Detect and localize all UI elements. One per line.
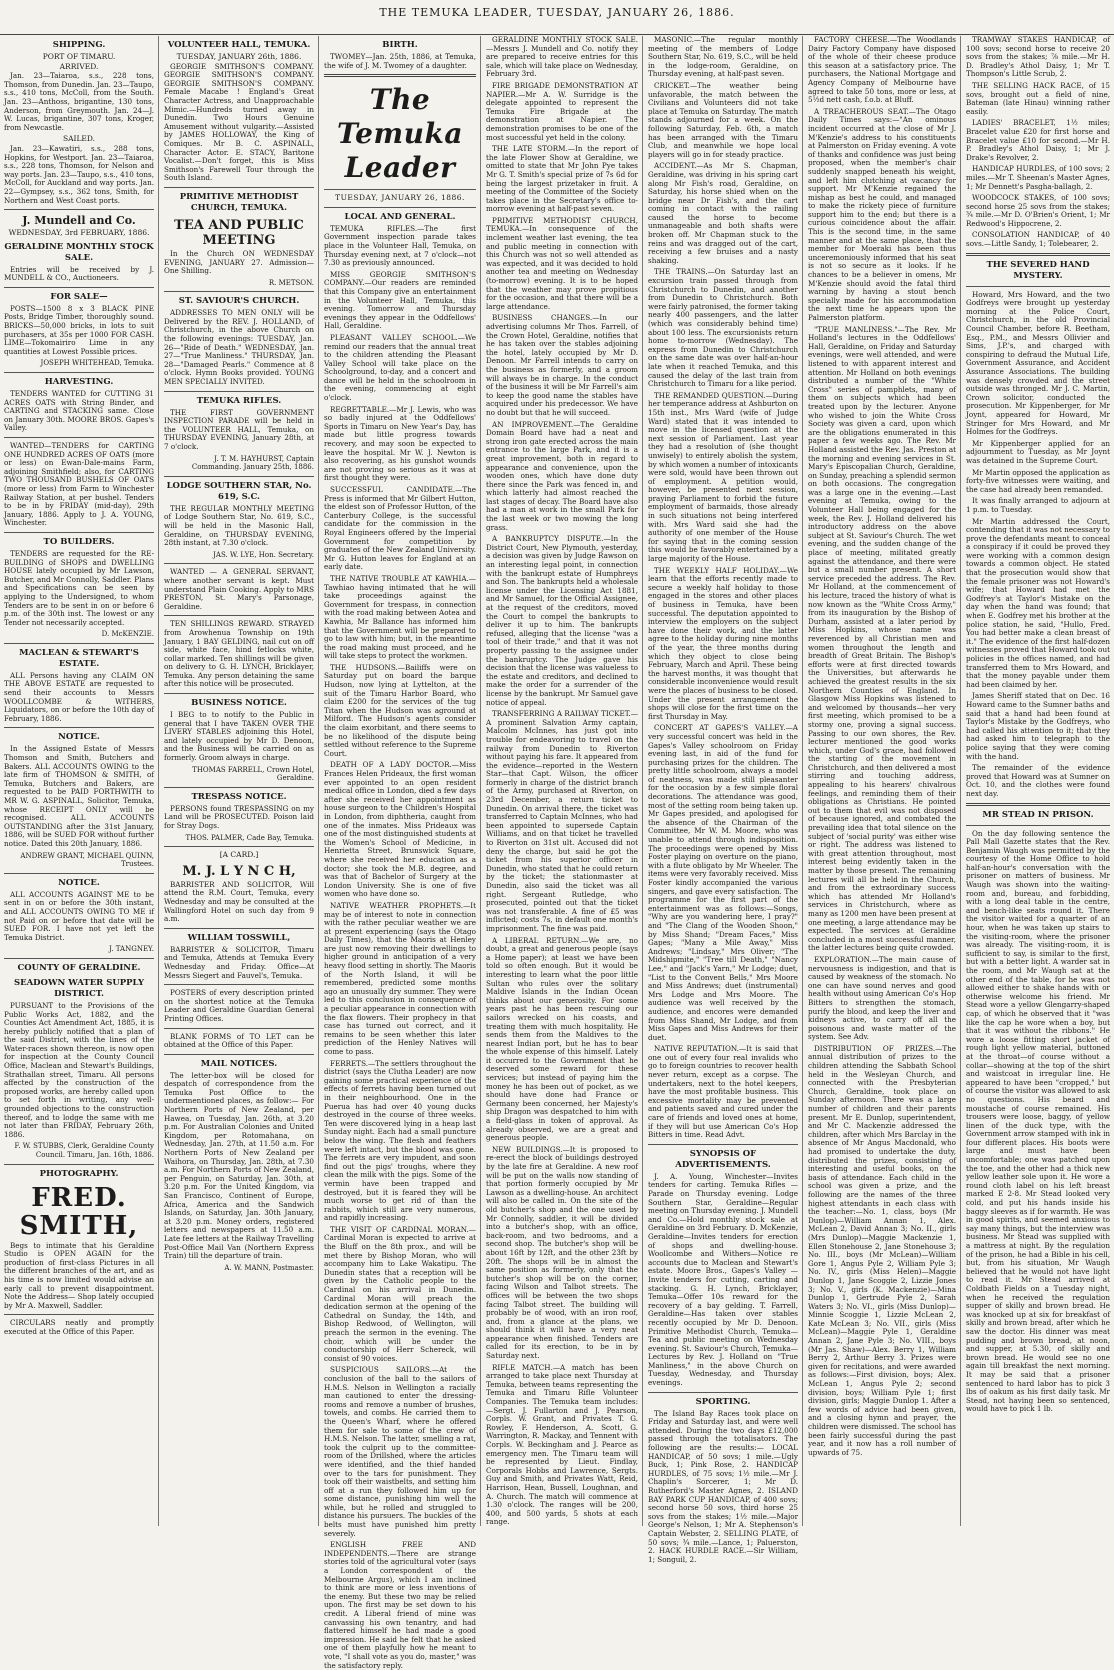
mundell-date: WEDNESDAY, 3rd FEBRUARY, 1886. (8, 228, 150, 238)
column-5 (648, 35, 803, 1564)
news-item: AN IMPROVEMENT.—The Geraldine Domain Board have had a neat and strong iron gate erected across the main entrance to the large Park, and it is a great improvement, both in regard to appearance and convenience, upon the wooden ones, which have done duty there since the Park was fenced in, and which latterly had almost reached the last stages of decay. The Board have also had a man at work in the small Park for the last week or two mowing the long grass. (486, 419, 638, 532)
news-item: THE WEEKLY HALF HOLIDAY.—We learn that the efforts recently made to secure a weekly half holiday to those engaged in the stores and other places of business in Temuka, have been successful. The deputation appointed to interview the employers on the subject have done their work, and the latter agree to the holiday during nine months of the year, the three months during which they object to close being February, March and April. These being the harvest months, it was thought that considerable inconvenience would result were the places of business to be closed. Under the present arrangement the shops will close for the first time on the first Thursday in May. (648, 565, 798, 721)
mail-signature: A. W. MANN, Postmaster. (224, 1263, 314, 1272)
geraldine-sale-text: Entries will be received by J. MUNDELL & CO., Auctioneers. (4, 264, 154, 283)
birth-heading: BIRTH. (382, 40, 418, 50)
posters-text: POSTERS of every description printed on the shortest notice at the Temuka Leader and Geraldine Guardian General Printing Offices. (164, 988, 314, 1023)
local-heading: LOCAL AND GENERAL. (344, 211, 456, 222)
stead-heading: MR STEAD IN PRISON. (982, 809, 1094, 820)
notice-text: In the Assigned Estate of Messrs Thomson and Smith, Butchers and Bakers. ALL ACCOUNTS OWING to the late firm of THOMSON & SMITH, of Temuka, Butchers and Bakers, are requested to be PAID FORTHWITH to MR W. G. ASPINALL, Solicitor, Temuka, whose RECEIPT ONLY will be recognised. ALL ACCOUNTS OUTSTANDING after the 31st January, 1886, will be SUED FOR without further notice. Dated this 20th January, 1886. (4, 744, 154, 848)
geraldine-sale-heading: GERALDINE MONTHLY STOCK SALE. (4, 241, 154, 263)
column-7 (966, 36, 1110, 1526)
news-item: THE TRAINS.—On Saturday last an excursion train passed through from Christchurch to Dunedin, and another from Dunedin to Christchurch. Both were fairly patronised, the former taking nearly 400 passengers, and the latter (which was considerably behind time) about 100 less. The excursionists return home to-morrow (Wednesday). The express from Dunedin to Christchurch on the same date was over half-an-hour late when it reached Temuka, and this caused the delay of the last train from Christchurch to Timaru for a like period. (648, 267, 798, 389)
tea-text: In the Church ON WEDNESDAY EVENING, JANUARY 27. Admission—One Shilling. (164, 248, 314, 276)
news-item: A TREACHEROUS SEAT.—The Otago Daily Times says:—"An ominous incident occurred at the close of Mr J. M'Kenzie's address to his constituents at Palmerston on Friday evening. A vote of thanks and confidence was just being proposed, when the member's chair suddenly snapped beneath his weight, and left him clutching at vacancy for support. Mr M'Kenzie regained the mishap as best he could, and managed to make the rickety piece of furniture support him to the end; but there is a curious coincidence about the affair. This is the second time, in the same manner and at the same place, that the member for Moeraki has been thus unceremoniously informed that his seat is not so secure as it looks. If he chances to be a believer in omens, Mr M'Kenzie should avoid the fatal third warning by having a stout bench specially made for his accommodation the next time he appears upon the Palmerston platform. (808, 106, 956, 322)
business-heading: BUSINESS NOTICE. (191, 698, 287, 709)
seadown-text: PURSUANT to the Provisions of the Public Works Act, 1882, and the Counties Act Amendment Act, 1885, it is hereby publicly notified that a plan of the said District, with the lines of the Water-races shown thereon, is now open for inspection at the County Council Office, Maclean and Stewart's Buildings, Strathallan street, Timaru. All persons affected by the construction of the proposed works, are hereby called upon to set forth in writing, any well-grounded objections to the construction thereof, and to lodge the same with me not later than FRIDAY, February 26th, 1886. (4, 1000, 154, 1139)
column-3 (324, 36, 481, 1670)
notice-heading: NOTICE. (58, 732, 100, 743)
synopsis-heading: SYNOPSIS OF ADVERTISEMENTS. (675, 1148, 771, 1170)
local-item: SUSPICIOUS SAILORS.—At the conclusion of the ball to the sailors of H.M.S. Nelson in Wellington a racially man cautioned to enter the dressing-rooms and remove a number of brushes, towels, and combs. He carried them to the Queen's Wharf, where he offered them for sale to some of the crew of H.M.S. Nelson. The latter, smelling a rat, took the culprit up to the committee-room of the Drillshed, where the articles were identified, and the thief handed over to the tars for punishment. They took off their waistbelts, and setting him off at a run they followed him up for some distance, punishing him well the while, but he rolled and struggled to distance his pursuers. The buckles of the belts must have punished him pretty severely. (324, 1365, 476, 1538)
sailed-label: SAILED. (62, 134, 96, 144)
local-item: THE HUDSONS.—Bailiffs were on Saturday put on board the barque Hudson, now lying at Lyttelton, at the suit of the Timaru Harbor Board, who claim £200 for the services of the tug Titan when the Hudson was aground at Milford. The Hudson's agents consider the claim exorbitant, and there seems to be no likelihood of the dispute being settled without reference to the Supreme Court. (324, 662, 476, 758)
lodge-signature: JAS. W. LYE, Hon. Secretary. (213, 550, 314, 559)
local-item: MISS GEORGIE SMITHSON'S COMPANY.—Our readers are reminded that this Company give an entertainment in the Volunteer Hall, Temuka, this evening. Tomorrow and Thursday evenings they appear in the Oddfellows' Hall, Geraldine. (324, 269, 476, 331)
local-item: TEMUKA RIFLES.—The first Government inspection parade takes place in the Volunteer Hall, Temuka, on Thursday evening next, at 7 o'clock—not 7.30 as previously announced. (324, 223, 476, 268)
circulars-text: CIRCULARS neatly and promptly executed at the Office of this Paper. (4, 1318, 154, 1336)
stead-text: On the day following sentence the Pall Mall Gazette states that the Rev. Benjamin Waugh was permitted by the courtesy of the Home Office to hold half-an-hour's conversation with the prisoner on matters of business. Mr Waugh was shown into the waiting-room and, bureau, and forbidding, with a long deal table in the centre, and bench-like seats round it. There the visitor waited for a quarter of an hour, when he was taken up stairs to the visiting-room, where the prisoner was already. The visiting-room, it is sufficient to say, is similar to the first, but with a better light. A warder sat in the room, and Mr Waugh sat at the other end of the table, for he was not allowed either to shake hands with or otherwise welcome his friend. Mr Stead wore a yellow Glengarry-shaped cap, of which he observed that it "was like the cap he wore when a boy, but that it was without the ribbons." He wore a loose fitting short jacket of rough light yellow material, buttoned at the throat—of course without a collar—showing at the top of the shirt and waistcoat in irregular line. He appeared to have been "cropped," but of course the visitor was allowed to ask no questions. His beard and moustache of course remained. His trousers were loose, baggy, of yellow linen of the duck type, with the Government arrow stamped with ink in four different places. His boots were large and must have been uncomfortable; one was patched upon the toe, and the other had a thick new yellow leather sole upon it. He wore a round cloth label on his left breast marked E 2-8. Mr Stead looked very cold, and put his hands inside his baggy sleeves as if for warmth. He was in good spirits, and seemed anxious to say many things, but the interview was business. Mr Stead was supplied with a mattress at night. By the regulation of the prison, he had a Bible in his cell, but, from his situation, Mr Waugh believed that he would not have light to read it. Mr Stead arrived at Coldbath Fields on a Tuesday night, when he received the regulation supper of skilly and brown bread. He was knocked up at six for breakfast of skilly and brown bread, after which he saw the doctor. His dinner was meat pudding and brown bread, at noon, and supper, at 5.30, of skilly and brown bread. He would see no one again till breakfast the next morning. It may be said that a prisoner sentenced to hard labor has to pick 3 lbs of oakum as his first daily task. Mr Stead, not having been so sentenced, would have to pick 1 lb. (966, 828, 1110, 1414)
mail-heading: MAIL NOTICES. (200, 1058, 278, 1069)
builders-heading: TO BUILDERS. (43, 536, 115, 547)
birth-text: TWOMEY—Jan. 25th, 1886, at Temuka, the wife of J. M. Twomey of a daughter. (324, 52, 476, 70)
paper-date: TUESDAY, JANUARY 26, 1886. (335, 193, 465, 203)
paper-title: The Temuka Leader (337, 83, 463, 185)
news-item: ACCIDENT.—As Mr S. Chapman, Geraldine, was driving in his spring cart along Mr Fish's road, Geraldine, on Saturday, his horse shied when on the bridge near Dr Fish's, and the cart coming in contact with the railing caused the horse to become unmanageable and both shafts were broken off. Mr Chapman stuck to the reins and was dragged out of the cart, receiving a few bruises and a nasty shaking. (648, 161, 798, 265)
maclean-heading: MACLEAN & STEWART'S ESTATE. (19, 647, 139, 669)
column-2 (164, 36, 319, 1526)
column-4 (486, 36, 643, 1526)
lodge-heading: LODGE SOUTHERN STAR, No. 619, S.C. (166, 480, 312, 502)
reward-text: TEN SHILLINGS REWARD. STRAYED from Arowhenua Township on 19th January, 1 BAY GELDING, nail cut on off side, white face, hind fetlocks white, collar marked. Ten shillings will be given on delivery to G. H. LYNCH, Bricklayer, Temuka. Any person detaining the same after this notice will be prosecuted. (164, 619, 314, 689)
news-item: MASONIC.—The regular monthly meeting of the members of Lodge Southern Star, No. 619, S.C., will be held in the lodge-room, Geraldine, on Thursday evening, at half-past seven. (648, 35, 798, 79)
harvest-text: TENDERS WANTED for CUTTING 31 ACRES OATS with String Binder, and CARTING and STACKING same. Close on January 30th. MOORE BROS. Gapes's Valley. (4, 389, 154, 433)
mystery-paragraph: Mr Kippenberger applied for an adjournment to Tuesday, as Mr Joynt was detained in the Supreme Court. (966, 438, 1110, 465)
local-item: PLEASANT VALLEY SCHOOL.—We remind our readers that the annual treat to the children attending the Pleasant Valley School will take place on the Schoolground, to-day, and a concert and dance will be held in the schoolroom in the evening, commencing at eight o'clock. (324, 332, 476, 403)
news-item: A LIBERAL RETURN.—We are, no doubt, a great and generous people (says a Home paper); at least we have been told so often enough. But it would be interesting to learn what the poor little Sultan who rules over the solitary Maldive Islands in the Indian Ocean thinks about our generosity. For some years past he has been rescuing our sailors wrecked on his coasts, and treating them with much hospitality. He sends them from the Maldives to the nearest Indian port, but he has to bear the whole expense of this himself. Lately it occurred to the Government that he deserved some reward for these services; but instead of paying him the money he has been out of pocket, as we should have done had France or Germany been concerned, her Majesty's ship Dragon was despatched to him with a field-glass in token of approval. As already observed, we are a great and generous people. (486, 935, 638, 1143)
local-item: REGRETTABLE.—Mr J. Lewis, who was so badly injured at the Oddfellows' Sports in Timaru on New Year's Day, has made but little progress towards recovery, and may soon be expected to leave the hospital. Mr W. J. Newton is also recovering, as his gunshot wounds are not proving so serious as it was at first thought they were. (324, 404, 476, 483)
column-6 (808, 36, 961, 1526)
synopsis-text: J. A. Young, Winchester—Invites tenders for carting. Temuka Rifles — Parade on Thursday evening. Lodge Southern Star, Geraldine—Regular meeting on Thursday evening. J. Mundell and Co.—Hold monthly stock sale at Geraldine on 3rd February. D. McKenzie, Geraldine—Invites tenders for erection of shops and dwelling-house. Woollcombe and Withers—Notice re accounts due to Maclean and Stewart's estate. Moore Bros., Gapes's Valley — Invite tenders for cutting, carting and stacking. G. H. Lynch, Bricklayer, Temuka—Offer 10s reward for the recovery of a bay gelding. T. Farrell, Geraldine—Has taken over stables recently occupied by Mr D. Denoon. Primitive Methodist Church, Temuka—Tea and public meeting on Wednesday evening. St. Saviour's Church, Temuka—Lectures by Rev. J. Holland on "True Manliness," in the above Church on Tuesday, Wednesday, and Thursday evenings. (648, 1171, 798, 1388)
wanted-text: WANTED—TENDERS for CARTING ONE HUNDRED ACRES OF OATS (more or less) on Ewan-Dale-mains Farm, adjoining Smithfield; also, for CARTING TWO THOUSAND BUSHELS OF OATS (more or less) from Farm to Winchester Railway Station, at per bushel. Tenders to be in by FRIDAY (mid-day), 29th January, 1886. Apply to J. A. YOUNG, Winchester. (4, 441, 154, 528)
arrived-label: ARRIVED. (59, 61, 99, 71)
mystery-paragraph: Howard, Mrs Howard, and the two Godfreys were brought up yesterday morning at the Police Court, Christchurch, in the old Provincial Council Chamber, before R. Beetham, Esq., P.M., and Messrs Ollivier and Sims, J.P.'s, and charged with conspiring to defraud the Mutual Life, Government Assurance, and Accident Assurance Associations. The building was densely crowded and the street outside was thronged. Mr J. C. Martin, Crown solicitor, conducted the prosecution. Mr Kippenberger, for Mr Joynt, appeared for Howard, Mr Stringer for Mrs Howard, and Mr Holmes for the Godfreys. (966, 289, 1110, 437)
local-item: FERRETS.—The settlers throughout the district (says the Clutha Leader) are now gaining some practical experience of the effects of ferrets having been turned out in their neighbourhood. One in the Puerua has had over 40 young ducks destroyed in the course of three weeks. Ten were discovered lying in a heap last Sunday night. Each had a small puncture below the wing. The flesh and feathers were left intact, but the blood was gone. The ferrets are very impudent, and soon find out the pigs' troughs, where they clean the milk with the pigs. Some of the vermin have been trapped and destroyed, but it is feared they will be much worse to get rid of than the rabbits, which still are very numerous, and rapidly increasing. (324, 1058, 476, 1223)
news-item: CONCERT AT GAPES'S VALLEY.—A very successful concert was held in the Gapes's Valley schoolroom on Friday evening last, in aid of the fund for purchasing prizes for the children. The pretty little schoolroom, always a model of neatness, was made still pleasanter for the occasion by a few simple floral decorations. The attendance was good, most of the setting room being taken up. Mr Gapes presided, and apologised for the absence of the Chairman of the Committee, Mr W. M. Moore, who was unable to attend through indisposition. The proceedings were opened by Miss Foster playing on overture on the piano, with a flute obligato by Mr Wheeler. The items were very favorably received. Miss Foster kindly accompanied the various singers, and gave every satisfaction. The programme for the first part of the entertainment was as follows:—Songs, "Why are you wandering here, I pray?" and "The Clang of the Wooden Shoon," by Miss Shand; "Dream Faces," Miss Gapes; "Many a Mile Away," Miss Andrews; "Lindsay," Mrs Oliver; "The Midshipmite," "Tree till Death," "Nancy Lee," and "Jack's Yarn," Mr Lodge; duet, "List to the Convent Bells," Mrs Moore and Miss Andrews; duet (instrumental) Mrs Lodge and Mrs Moore. The audience was well received by the audience, and encores were demanded from Miss Shand, Mr Lodge, and from Miss Gapes and Miss Andrews for their duet. (648, 723, 798, 1042)
local-item: SUCCESSFUL CANDIDATE.—The Press is informed that Mr Gilbert Hutton, the eldest son of Professor Hutton, of the Canterbury College, is the successful candidate for the commission in the Royal Engineers offered by the Imperial Government for competition by graduates of the New Zealand University. Mr G. Hutton leaves for England at an early date. (324, 485, 476, 572)
local-item: THE VISIT OF CARDINAL MORAN.—Cardinal Moran is expected to arrive at the Bluff on the 8th prox., and will be met there by Bishop Moran, who will accompany him to Lake Wakatipu. The Dunedin states that a reception will be given by the Catholic people to the Cardinal on his arrival in Dunedin. Cardinal Moran will preach the dedication sermon at the opening of the Cathedral on Sunday, the 14th, and Bishop Redwood, of Wellington, will preach the sermon in the evening. The choir, which will be under the conductorship of Herr Schereck, will consist of 90 voices. (324, 1224, 476, 1363)
vol-heading: VOLUNTEER HALL, TEMUKA. (167, 40, 311, 50)
rifles-text: THE FIRST GOVERNMENT INSPECTION PARADE will be held in the VOLUNTEER HALL, Temuka, on THURSDAY EVENING, January 28th, at 7 o'clock. (164, 407, 314, 451)
vol-text: GEORGIE SMITHSON'S COMPANY. GEORGIE SMITHSON'S COMPANY. GEORGIE SMITHSON'S COMPANY. Female Macabe ! England's Great Character Actress, and Unapproachable Mimic.—Hundreds turned away in Dunedin. Two Hours Genuine Amusement without vulgarity.—Assisted by JAMES HOLLOWAY, the King of Comiques. Mr B. C. ASPINALL, Character Actor. E. STACY, Baritone Vocalist.—Don't forget, this is Miss Smithson's Farewell Tour through the South Island. (164, 61, 314, 183)
saviour-heading: ST. SAVIOUR'S CHURCH. (178, 296, 300, 307)
sport-item: THE SELLING HACK RACE, of 15 sovs, brought out a field of nine, Bateman (late Hinau) winning rather easily. (966, 80, 1110, 116)
news-item: A BANKRUPTCY DISPUTE.—In the District Court, New Plymouth, yesterday, a decision was given by Judge Rawson on an interesting legal point, in connection with the bankrupt estate of Humphreys and Son. The bankrupts held a wholesale license under the Licensing Act 1881, and Mr Samuel, for the Official Assignee, at the request of the creditors, moved the Court to compel the bankrupts to deliver it up to him. The bankrupts refused, alleging that the license "was a tool of their trade," and that it was not property passing to the assignee under the bankruptcy. The Judge gave his decision that the license was valueless to the estate and creditors, and declined to make the order for a surrender of the license by the bankrupt. Mr Samuel gave notice of appeal. (486, 534, 638, 707)
builders-text: TENDERS are requested for the RE-BUILDING of SHOPS and DWELLING HOUSE lately occupied by Mr Lawson, Butcher, and Mr Connolly, Saddler. Plans and Specifications can be seen by applying to the Undersigned, to whom Tenders are to be sent in on or before 6 p.m. of the 30th inst. The lowest or any Tender not necessarily accepted. (4, 548, 154, 627)
local-item: NATIVE WEATHER PROPHETS.—It may be of interest to note in connection with the rather peculiar weather we are at present experiencing (says the Otago Daily Times), that the Maoris at Henley are just now removing their dwellings to higher ground in anticipation of a very heavy flood setting in shortly. The Maoris of the North Island, it will be remembered, predicted some months ago an unusually dry summer. They were led to this conclusion in consequence of a peculiar appearance in connection with the flax flowers. Their prophecy in that case has turned out correct, and it remains to be seen whether this later prediction of the Henley Natives will come to pass. (324, 900, 476, 1056)
news-item: FACTORY CHEESE.—The Woodlands Dairy Factory Company have disposed of the whole of their cheese produce this season at a satisfactory price. The purchasers, the National Mortgage and Agency Company of Melbourne have agreed to take 50 tons, more or less, at 5½d nett cash, f.o.b. at Bluff. (808, 35, 956, 105)
notice-signature: ANDREW GRANT, MICHAEL QUINN, Trustees. (20, 851, 154, 869)
masthead: THE TEMUKA LEADER, TUESDAY, JANUARY 26, 1886. (0, 0, 1114, 35)
news-item: NEW BUILDINGS.—It is proposed to re-erect the block of buildings destroyed by the late fire at Geraldine. A new roof will be put on the walls now standing of that portion formerly occupied by Mr Lawson as a dwelling-house. An architect will also be called in. On the site of the old butcher's shop and the one used by Mr Connolly, saddler, it will be divided into a butcher's shop, with an office, back-room, and two bedrooms, and a second shop. The butcher's shop will be about 16ft by 12ft, and the other 23ft by 20ft. The shops will be in almost the same position as formerly, only that the butcher's shop will be on the corner, facing Wilson and Talbot streets. The offices will be between the two shops facing Talbot street. The building will probably be of wood, with an iron roof, and, from a glance at the plans, we should think it will have a very neat appearance when finished. Tenders are called for its erection, to be in by Saturday next. (486, 1144, 638, 1361)
tosswill-text: BARRISTER & SOLICITOR, Timaru and Temuka, Attends at Temuka Every Wednesday and Friday. Office—At Messrs Siegert and Fauvel's, Temuka. (164, 944, 314, 980)
sport-item: HANDICAP HURDLES, of 100 sovs; 2 miles.—Mr T. Sheenan's Master Agnes, 1; Mr Dennett's Pasgha-ballagh, 2. (966, 164, 1110, 191)
sport-item: LADIES' BRACELET, 1½ miles; Bracelet value £20 for first horse and Bracelet value £10 for second.—Mr H. P. Bradley's Athol Daisy, 1; Mr J. Drake's Revolver, 2. (966, 118, 1110, 162)
news-item: RIFLE MATCH.—A match has been arranged to take place next Thursday at Temuka, between teams representing the Temuka and Timaru Rifle Volunteer Companies. The Temuka team includes:—Sergt. J. Fullarton and J. Pearson, Corpls. W. Grant, and Privates T. G. Rowley, F. Henderson, A. Scott, G. Warrington, R. Mackay, and Tennent with Corpls. W. Beckingham and J. Pearce as emergency men. The Timaru team will be represented by Lieut. Findlay, Corporals Hobbs and Lawrence, Sergts. Guy and Smith, and Privates Watt, Reid, Harrison, Hean, Bussell, Loughnan, and A. Church. The match will commence at 1.30 o'clock. The ranges will be 200, 400, and 500 yards, 5 shots at each range. (486, 1362, 638, 1527)
harvest-heading: HARVESTING. (44, 377, 114, 388)
news-item: BUSINESS CHANGES.—In our advertising columns Mr Thos. Farrell, of the Crown Hotel, Geraldine, notifies that he has taken over the stables adjoining the hotel, lately occupied by Mr D. Denoon. Mr Farrell intends to carry on the business as formerly, and a groom will always be in charge. In the conduct of the business it will be Mr Farrell's aim to keep the good name the stables have acquired under his predecessor. We have no doubt but that he will succeed. (486, 313, 638, 417)
tosswill-heading: WILLIAM TOSSWILL, (187, 932, 291, 943)
tea-signature: R. METSON. (268, 278, 314, 287)
shipping-heading: SHIPPING. (52, 40, 106, 50)
forsale-text: POSTS—1500 8 x 3 BLACK PINE Posts, Bridge Timber, thoroughly sound. BRICKS—50,000 bricks, in lots to suit purchasers, at 35s per 1000 FOR CASH. LIME—Tokomairiro Lime in any quantities at Lowest Possible prices. (4, 303, 154, 356)
notice2-heading: NOTICE. (58, 877, 100, 888)
prim-heading: PRIMITIVE METHODIST CHURCH, TEMUKA. (179, 191, 299, 213)
card-label: [A CARD.] (219, 850, 259, 860)
sporting-text: The Island Bay Races took place on Friday and Saturday last, and were well attended. During the two days £12,000 passed through the totalisators. The following are the results:— LOCAL HANDICAP, of 50 sovs; 1 mile.—Ugly Buck, 1; Pink Rose, 2. HANDICAP HURDLES, of 75 sovs; 1½ mile.—Mr J. Chaplin's Sorcerer, 1; Mr D. Rutherford's Master Agnes, 2. ISLAND BAY PARK CUP HANDICAP, of 400 sovs; second horse 50 sovs, third horse 25 sovs from the stakes; 1½ mile.—Major George's Nelson, 1; Mr A. Stephenson's Captain Webster, 2. SELLING PLATE, of 50 sovs; ¾ mile.—Lance, 1; Paluerston, 2. HACK HURDLE RACE.—Sir William, 1; Songuil, 2. (648, 1408, 798, 1564)
mystery-paragraph: Mr Martin addressed the Court, contending that it was not necessary to prove the defendants meant to conceal a conspiracy if it could be proved they were working with a common design towards a common object. He stated that the prosecution would show that the female prisoner was not Howard's wife; that Howard had met the Godfrey's at Taylor's Mistake on the day when the hand was found; that when E. Godfrey met his brother at the police station, he said, "Hullo, Fred. You had better make a clean breast of it." The evidence of the first half-dozen witnesses proved that Howard took out policies in the offices named, and had transferred them to Mrs Howard, and that the money payable under them had been claimed by her. (966, 516, 1110, 689)
local-item: ENGLISH FREE AND INDEPENDENTS.—There are strange stories told of the agricultural voter (says a London correspondent of the Melbourne Argus), which I am inclined to think are more or less inventions of the enemy. But these two may be relied upon. The first may be set down to his credit. A Liberal friend of mine was canvassing his own tenantry, and had flattered himself he had made a good impression. He said he felt that he asked one of them playfully how he meant to vote, "I shall vote as you do, master," was the satisfactory reply. (324, 1540, 476, 1670)
rifles-signature: J. T. M. HAYHURST, Captain Commanding. January 25th, 1886. (191, 454, 314, 472)
sport-item: CONSOLATION HANDICAP, of 40 sovs.—Little Sandy, 1; Tolebearer, 2. (966, 230, 1110, 249)
maclean-text: ALL Persons having any CLAIM ON THE ABOVE ESTATE are requested to send their accounts to Messrs WOOLLCOMBE & WITHERS, Liquidators, on or before the 10th day of February, 1886. (4, 670, 154, 723)
business-text: I BEG to to notify to the Public in general that I have TAKEN OVER THE LIVERY STABLES adjoining this Hotel, and lately occupied by Mr D. Denoon, and the Business will be carried on as formerly. Groom always in charge. (164, 710, 314, 763)
column-1 (4, 36, 159, 1526)
news-item: THE REMANDED QUESTION.—During her temperance address at Ashburton on 15th inst., Mrs Ward (wife of Judge Ward) stated that it was intended to move in the licensed question at the next session of Parliament. Last year they had a resolution of (she thought unwisely) to entirely abolish the system, by which women a number of intoxicants were sold, would have been thrown out of employment. A petition would, however, be presented next session, praying Parliament to forbid the future employment of barmaids, those already in such situations not being interfered with. Mrs Ward said she had the authority of one member of the House for saying that in the coming session this would be favorably entertained by a large majority of the House. (648, 390, 798, 564)
news-item: THE LATE STORM.—In the report of the late Flower Show at Geraldine, we omitted to state that Mr John Pye takes Mr G. T. Smith's special prize of 7s 6d for being the largest prizetaker in fruit. A meeting of the Committee of the Society takes place in the Secretary's office to-morrow evening at half-past seven. (486, 144, 638, 214)
smith-text: Begs to intimate that his Geraldine Studio is OPEN AGAIN for the production of first-class Pictures in all the different branches of the art, and as his time is now limited would advise an early call to prevent disappointment. Note the Address— Shop lately occupied by Mr A. Maxwell, Saddler. (4, 1240, 154, 1310)
news-item: TRANSFERRING A RAILWAY TICKET.—A prominent Salvation Army captain, Malcolm McInnes, has just got into trouble for endeavoring to travel on the railway from Dunedin to Riverton without paying his fare. It appeared from the evidence—reported in the Western Star—that Capt. Wilson, the officer formerly in charge of the district branch of the Army, purchased at Riverton, on 23rd December, a return ticket to Dunedin. On arrival there, the ticket was transferred to Captain McInnes, who had been appointed to supersede Captain Williams, and on that ticket he travelled to Riverton on 31st ult. Accused did not deny the charge, but said he got the ticket from his superior officer in Dunedin, who stated that he could return by the ticket; the stationmaster at Dunedin, also said the ticket was all right. Sergeant Rutledge, who prosecuted, pointed out that the ticket was not transferable. A fine of £5 was inflicted; costs 7s, in default one month's imprisonment. The fine was paid. (486, 709, 638, 933)
seadown-signature: F. W. STUBBS, Clerk, Geraldine County Council. Timaru, Jan. 16th, 1886. (14, 1142, 154, 1159)
mystery-heading: THE SEVERED HAND MYSTERY. (986, 259, 1090, 281)
news-item: FIRE BRIGADE DEMONSTRATION AT NAPIER.—Mr A. W. Surridge is the delegate appointed to represent the Temuka Fire Brigade at the demonstration at Napier. The demonstration promises to be one of the most successful yet held in the colony. (486, 80, 638, 142)
builders-signature: D. McKENZIE. (101, 630, 154, 639)
lodge-text: THE REGULAR MONTHLY MEETING of Lodge Southern Star, No. 619, S.C., will be held in the Masonic Hall, Geraldine, on THURSDAY EVENING, 28th instant, at 7.30 o'clock. (164, 503, 314, 548)
blank-forms-text: BLANK FORMS of TO LET can be obtained at the Office of this Paper. (164, 1031, 314, 1050)
servant-text: WANTED — A GENERAL SERVANT, where another servant is kept. Must understand Plain Cooking. Apply to MRS PRESTON, St. Mary's Parsonage, Geraldine. (164, 567, 314, 611)
smith-heading: FRED. SMITH, (19, 1182, 139, 1241)
saviour-text: ADDRESSES TO MEN ONLY will be Delivered by the REV. J. HOLLAND, of Christchurch, in the above Church on the following evenings: TUESDAY, Jan. 26—"Ride of Death." WEDNESDAY, Jan. 27—"True Manliness." THURSDAY, Jan. 28—"Damaged Pearls." Commence at 8 o'clock. Hymn Books provided. YOUNG MEN SPECIALLY INVITED. (164, 308, 314, 387)
sport-item: TRAMWAY STAKES HANDICAP, of 100 sovs; second horse to receive 20 sovs from the stakes; ⅞ mile.—Mr H. D. Bradley's Athol Daisy, 1; Mr T. Thompson's Little Scrub, 2. (966, 35, 1110, 79)
notice2-signature: J. TANGNEY. (109, 945, 154, 954)
rifles-heading: TEMUKA RIFLES. (196, 395, 282, 406)
forsale-signature: JOSEPH WHITEHEAD, Temuka. (40, 359, 154, 368)
mystery-paragraph: Mr Martin opposed the application as forty-five witnesses were waiting, and the case had already been remanded. (966, 467, 1110, 494)
local-item: THE NATIVE TROUBLE AT KAWHIA.—Tawhiao having intimated that he will take proceedings against the Government for trespass, in connection with the road making between Aotea and Kawhia, Mr Ballance has informed him that the Government will be prepared to go to law with him; but, in the meantime the road making must proceed, and he will take steps to protect the workmen. (324, 573, 476, 661)
arrivals-text: Jan. 23—Taiaroa, s.s., 228 tons, Thomson, from Dunedin. Jan. 23—Taupo, s.s., 410 tons, McColl, from the South. Jan. 23—Anthoss, brigantine, 130 tons, Anderson, from Greymouth. Jan. 24—J. W. Lucas, brigantine, 307 tons, Kroger, from Newcastle. (4, 71, 154, 132)
trespass-signature: THOS. PALMER, Cade Bay, Temuka. (185, 833, 314, 842)
business-signature: THOMAS FARRELL, Crown Hotel, Geraldine. (192, 765, 314, 783)
sailings-text: Jan. 23—Kawatiri, s.s., 288 tons, Hopkins, for Westport. Jan. 23—Taiaroa, s.s., 228 tons, Thomson, for Nelson and way ports. Jan. 23—Taupo, s.s., 410 tons, McColl, for Auckland and way ports. Jan. 22—Gympsey, s.s., 362 tons, Smith, for Northern and West Coast ports. (4, 143, 154, 205)
news-item: EXPLORATION.—The main cause of nervousness is indigestion, and that is caused by weakness of the stomach. No one can have sound nerves and good health without using American Co's Hop Bitters to strengthen the stomach, purify the blood, and keep the liver and kidneys active, to carry off all the poisonous and waste matter of the system. See Adv. (808, 954, 956, 1042)
vol-date: TUESDAY, JANUARY 26th, 1886. (176, 52, 302, 61)
tea-heading: TEA AND PUBLIC MEETING (174, 217, 304, 248)
port-heading: PORT OF TIMARU. (42, 52, 116, 61)
news-item: PRIMITIVE METHODIST CHURCH, TEMUKA.—In consequence of the inclement weather last evening, the tea and public meeting in connection with this Church was not so well attended as was expected, and it was decided to hold another tea and meeting on Wednesday (to-morrow) evening. It is to be hoped that the weather may prove propitious for the occasion, and that there will be a large attendance. (486, 215, 638, 311)
mystery-paragraph: It was finally arranged to adjourn at 1 p.m. to Tuesday. (966, 496, 1110, 514)
mystery-paragraph: James Sheriff stated that on Dec. 16 Howard came to the Sumner baths and said that a hand had been found at Taylor's Mistake by the Godfreys, who had called his attention to it; that they had asked him to telegraph to the police saying that they were coming with the hand. (966, 691, 1110, 761)
sport-item: WOODCOCK STAKES, of 100 sovs; second horse 25 sovs from the stakes; ¾ mile.—Mr D. O'Brien's Orient, 1; Mr Redwood's Hippocrene, 2. (966, 193, 1110, 228)
county-heading: COUNTY OF GERALDINE. (17, 962, 141, 973)
lynch-text: BARRISTER AND SOLICITOR, Will attend the R.M. Court, Temuka, every Wednesday and may be consulted at the Wallingford Hotel on such day from 9 a.m. (164, 879, 314, 924)
news-item: CRICKET.—The weather being unfavorable, the match between the Civilians and Volunteers did not take place at Temuka on Saturday. The match stands adjourned for a week. On the following Saturday, Feb. 6th, a match has been arranged with the Timaru Club, and meanwhile we hope local players will go in for steady practice. (648, 80, 798, 159)
local-item: DEATH OF A LADY DOCTOR.—Miss Frances Helen Prideaux, the first woman ever appointed to an open resident medical office in London, died a few days after she received her appointment as house surgeon to the Children's Hospital in London, from diphtheria, caught from one of the inmates. Miss Prideaux was one of the most distinguished students at the Women's School of Medicine, in Henrietta Street, Brunswick Square, where she received her education as a doctor; she took the M.B. degree, and was that of Bachelor of Surgery at the London University. She is one of five women who have done so. (324, 760, 476, 899)
news-item: DISTRIBUTION OF PRIZES.—The annual distribution of prizes to the children attending the Sabbath School held in the Wesleyan Church, and connected with the Presbyterian Church, Geraldine, took place on Sunday afternoon. There was a large number of children and their parents present. Mr E. Dunlop, superintendent, and Mr C. Mackenzie addressed the children, after which Mrs Barclay in the absence of Mr Angus Macdonald, who had promised to undertake the duty, distributed the prizes, consisting of interesting and useful books, on the basis of attendance. Each child in the school was given a prize, and the following are the names of the three highest attendants in each class with the teacher:—No. 1, class, boys (Mr Dunlop)—William Annan 1, Alex. McLean 2, David Annan 3; No. II., girls (Mrs Dunlop)—Maggie Mackenzie 1, Ellen Stonehouse 2, Jane Stonehouse 3; No. III., boys (Mr McLean)—William Gore 1, Angus Pyle 2, William Pyle 3; No. IV., girls (Miss Helen)—Maggie Dunlop 1, Jane Scoggie 2, Lizzie Jones 3; No. V., girls (K. Mackenzie)—Mina Dunlop 1, Gertrude Pyle 2, Sarah Waters 3; No. VI., girls (Miss Dunlop)—Minnie Scoggie 1, Lizzie McLean 2, Kate McLean 3; No. VII., girls (Miss McLean)—Maggie Pyle 1, Geraldine Annan 2, Jane Pyle 3; No. VIII., boys (Mr Jas. Shaw)—Alex. Berry 1, William Berry 2, Arthur Berry 3. Prizes were given for recitations, and were awarded as follows:—First division, boys; Alex. McLean 1, Angus Pyle 2; second division, boys; William Pyle 1; first division, girls; Maggie Dunlop 1. After a few words of advice had been given, and a closing hymn and prayer, the children were dismissed. The school has been fairly successful during the past year, and it now has a roll number of upwards of 75. (808, 1043, 956, 1457)
lynch-heading: M. J. L Y N C H, (182, 863, 296, 879)
seadown-heading: SEADOWN WATER SUPPLY DISTRICT. (13, 977, 145, 999)
mundell-heading: J. Mundell and Co. (22, 214, 136, 228)
forsale-heading: FOR SALE— (50, 291, 108, 302)
trespass-text: PERSONS found TRESPASSING on my Land will be PROSECUTED. Poison laid for Stray Dogs. (164, 803, 314, 830)
notice2-text: ALL ACCOUNTS AGAINST ME to be sent in on or before the 30th instant, and ALL ACCOUNTS OWING TO ME if not Paid on or before that date will be SUED FOR. I have not yet left the Temuka District. (4, 889, 154, 942)
sporting-heading: SPORTING. (695, 1396, 751, 1407)
photo-heading: PHOTOGRAPHY. (39, 1168, 119, 1179)
trespass-heading: TRESPASS NOTICE. (191, 791, 287, 802)
news-item: NATIVE REPUTATION.—It is said that one out of every four real invalids who go to foreign countries to recover health never return, except as a corpse. The undertakers, next to the hotel keepers, have the most profitable business. This excessive mortality may be prevented and patients saved and cured under the care of friends and loved ones at home, if they will but use American Co's Hop Bitters in time. Read Advt. (648, 1044, 798, 1140)
mystery-paragraph: The remainder of the evidence proved that Howard was at Sumner on Oct. 10, and the clothes were found next day. (966, 763, 1110, 798)
news-item: "TRUE MANLINESS."—The Rev. Mr Holland's lectures in the Oddfellows' Hall, Geraldine, on Friday and Saturday evenings, were well attended, and were listened to with apparent interest and attention. Mr Holland on both evenings distributed a number of the "White Cross" series of pamphlets, many of them on subjects which had been treated upon by the lecturer. Anyone who wished to join the White Cross Society was given a card, upon which are the obligations enumerated in this paper a few weeks ago. The Rev. Mr Holland assisted the Rev. Jas. Preston at the morning and evening services in St. Mary's Episcopalian Church, Geraldine, on Sunday, preaching a splendid sermon on both occasions. The congregation was a large one in the evening.—Last evening at Temuka, owing to the Volunteer Hall being engaged for the week, the Rev. J. Holland delivered his introductory address on the above subject at St. Saviour's Church. The wet evening, and the sudden change of the place of meeting, militated greatly against the attendance, and there were but a small number present. A short service preceded the address. The Rev. Mr Holland, at the commencement of his lecture, traced the history of what is now known as the "White Cross Army," from its inauguration by the Bishop of Durham, assisted at a later period by Miss Hopkins, whose name was reverenced by all Christian men and women throughout the length and breadth of Great Britain. The Bishop's efforts were at first directed towards the Universities, but afterwards he achieved the greatest results in the six Northern Counties of England. In Glasgow Miss Hopkins was listened to and welcomed by thousands—her very first meeting, which promised to be a stormy one, proving a signal success. Passing to our own shores, the Rev. lecturer mentioned the good works which, under God's grace, had followed the starting of the movement in Christchurch, and then delivered a most stirring and touching address, appealing to his hearers' chivalrous feelings, and reminding them of their obligations as Christians. He pointed out to them that evil was not disposed of because ignored, and combated the prevailing idea that total silence on the subject of 'social purity' was either wise or right. The address was listened to with great attention throughout, most interest being evidently taken in the matter by those present. The remaining lectures will all be held in the Church, and from the extraordinary success which has attended Mr Holland's services in Christchurch, where as many as 1200 men have been present at one meeting, a large attendance may be expected. The services at Geraldine concluded in a most successful manner, the latter lectures being quite crowded. (808, 324, 957, 953)
mail-text: The letter-box will be closed for despatch of correspondence from the Temuka Post Office to the undermentioned places, as follow:— For Northern Ports of New Zealand, per Hawea, on Tuesday, Jan. 26th, at 3.20 p.m. For Australian Colonies and United Kingdom, per Rotomahana, on Wednesday, Jan. 27th, at 11.50 a.m. For Northern Ports of New Zealand per Waihora, on Thursday, Jan. 28th, at 7.30 a.m. For Northern Ports of New Zealand, per Penguin, on Saturday, Jan. 30th, at 3.20 p.m. For the United Kingdom, via San Francisco, Continent of Europe, Africa, America and the Sandwich Islands, on Saturday, Jan. 30th January, at 3.20 p.m. Money orders, registered letters and newspapers at 11.50 a.m. Late fee letters at the Railway Travelling Post-Office Mail Van (Northern Express Train) till the departure of train. (164, 1070, 314, 1261)
news-item: GERALDINE MONTHLY STOCK SALE.—Messrs J. Mundell and Co. notify they are prepared to receive entries for this sale, which will take place on Wednesday, February 3rd. (486, 35, 639, 79)
